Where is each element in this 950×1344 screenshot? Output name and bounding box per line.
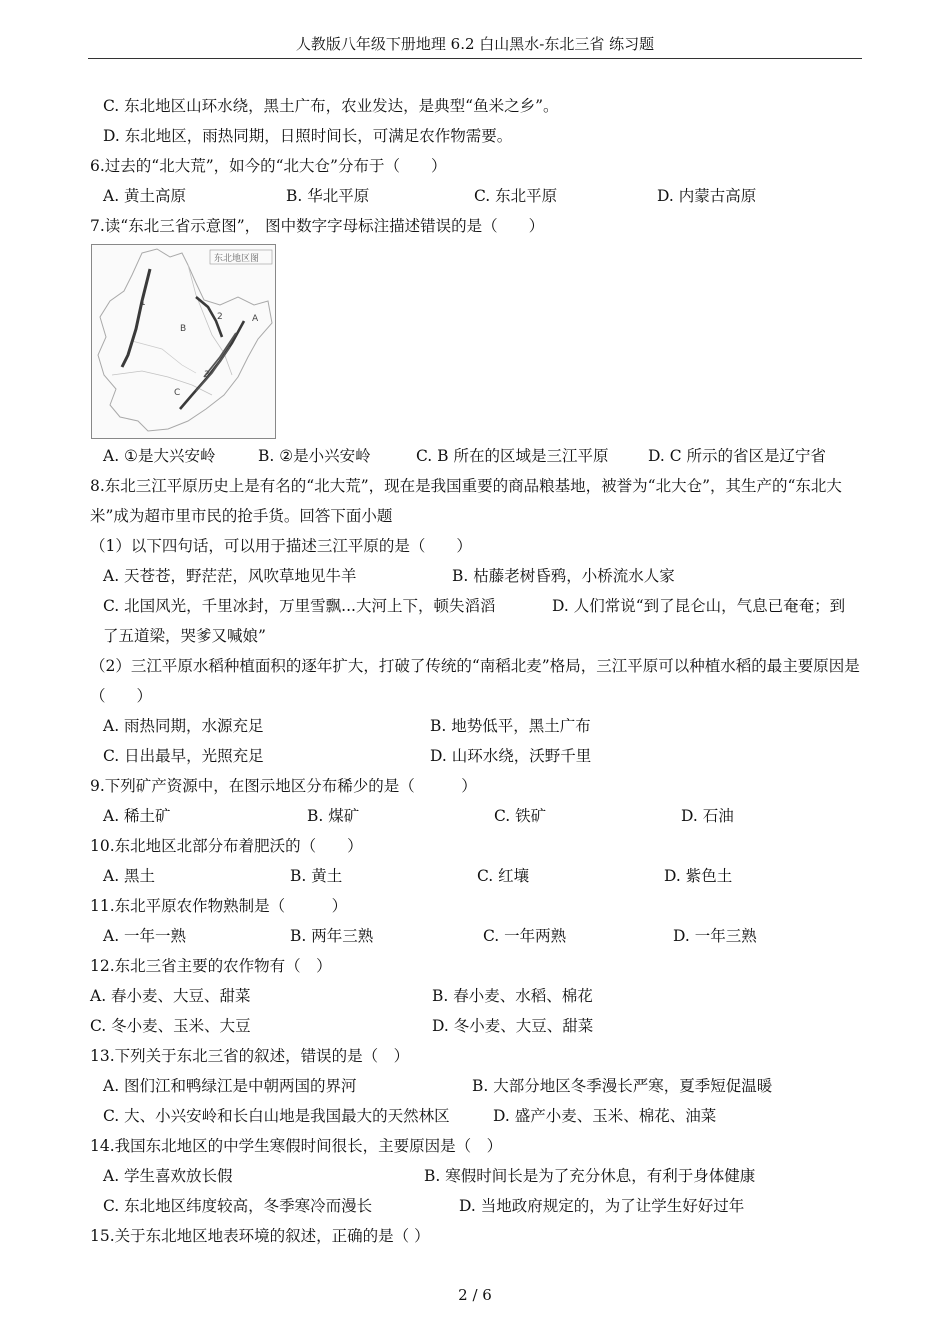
q6-option-b: B. 华北平原 — [286, 187, 370, 205]
q13-stem: 13.下列关于东北三省的叙述，错误的是（ ） — [90, 1047, 410, 1065]
q11-option-d: D. 一年三熟 — [673, 927, 757, 945]
q13-options-ab — [90, 1071, 862, 1101]
q14-option-d: D. 当地政府规定的，为了让学生好好过年 — [459, 1197, 745, 1215]
q8-sub1-options-cd — [90, 591, 862, 621]
q9-options — [90, 801, 862, 831]
q8-sub2-option-b: B. 地势低平，黑土广布 — [430, 717, 591, 735]
q9-option-a: A. 稀土矿 — [103, 807, 171, 825]
q13-option-a: A. 图们江和鸭绿江是中朝两国的界河 — [103, 1077, 357, 1095]
q10-stem: 10.东北地区北部分布着肥沃的（ ） — [90, 837, 363, 855]
page-header: 人教版八年级下册地理 6.2 白山黑水-东北三省 练习题 — [295, 35, 655, 53]
q14-option-a: A. 学生喜欢放长假 — [103, 1167, 233, 1185]
q9-option-b: B. 煤矿 — [307, 807, 360, 825]
q14-option-b: B. 寒假时间长是为了充分休息，有利于身体健康 — [424, 1167, 756, 1185]
map-label-2: 2 — [217, 312, 223, 322]
q8-stem: 8.东北三江平原历史上是有名的“北大荒”，现在是我国重要的商品粮基地，被誉为“北大仓”，其生产的“东北大米”成为超市里市民的抢手货。回答下面小题 — [90, 477, 842, 525]
map-label-b: B — [180, 324, 187, 334]
q8-sub1-option-b: B. 枯藤老树昏鸦，小桥流水人家 — [452, 567, 675, 585]
q8-sub1-option-a: A. 天苍苍，野茫茫，风吹草地见牛羊 — [103, 567, 357, 585]
page-number: 2 / 6 — [458, 1286, 492, 1304]
q8-sub2-stem: （2）三江平原水稻种植面积的逐年扩大，打破了传统的“南稻北麦”格局，三江平原可以种植水稻的最主要原因是（ ） — [90, 657, 860, 705]
q10-option-d: D. 紫色土 — [664, 867, 733, 885]
map-label-a: A — [252, 314, 259, 324]
q6-option-a: A. 黄土高原 — [103, 187, 187, 205]
q12-option-a: A. 春小麦、大豆、甜菜 — [90, 987, 251, 1005]
question-content — [90, 91, 862, 1251]
q7-option-d: D. C 所示的省区是辽宁省 — [648, 447, 827, 465]
q6-options — [90, 181, 862, 211]
map-label-c: C — [174, 388, 181, 398]
q12-option-d: D. 冬小麦、大豆、甜菜 — [432, 1017, 594, 1035]
q8-sub2-option-a: A. 雨热同期，水源充足 — [103, 717, 264, 735]
q11-options — [90, 921, 862, 951]
q8-sub2-option-d: D. 山环水绕，沃野千里 — [430, 747, 592, 765]
northeast-map-figure — [91, 244, 276, 439]
q12-option-b: B. 春小麦、水稻、棉花 — [432, 987, 593, 1005]
q13-options-cd — [90, 1101, 862, 1131]
q15-stem: 15.关于东北地区地表环境的叙述，正确的是（ ） — [90, 1227, 430, 1245]
q8-sub2-options-cd — [90, 741, 862, 771]
q11-option-c: C. 一年两熟 — [483, 927, 567, 945]
q7-options — [90, 441, 862, 471]
q10-option-b: B. 黄土 — [290, 867, 343, 885]
q7-option-a: A. ①是大兴安岭 — [103, 447, 216, 465]
map-label-3: 3 — [204, 370, 210, 380]
q9-stem: 9.下列矿产资源中，在图示地区分布稀少的是（ ） — [90, 777, 477, 795]
q11-option-a: A. 一年一熟 — [103, 927, 187, 945]
map-title-label: 东北地区图 — [214, 254, 260, 264]
q14-options-ab — [90, 1161, 862, 1191]
northeast-map-svg — [92, 245, 275, 438]
q12-options-ab — [90, 981, 862, 1011]
q6-option-d: D. 内蒙古高原 — [657, 187, 757, 205]
q14-options-cd — [90, 1191, 862, 1221]
q8-sub2-options-ab — [90, 711, 862, 741]
q7-stem: 7.读“东北三省示意图”， 图中数字字母标注描述错误的是（ ） — [90, 217, 545, 235]
q14-option-c: C. 东北地区纬度较高，冬季寒冷而漫长 — [103, 1197, 373, 1215]
q6-option-c: C. 东北平原 — [474, 187, 558, 205]
q9-option-c: C. 铁矿 — [494, 807, 547, 825]
q8-sub1-stem: （1）以下四句话，可以用于描述三江平原的是（ ） — [90, 537, 472, 555]
q13-option-b: B. 大部分地区冬季漫长严寒，夏季短促温暖 — [472, 1077, 773, 1095]
q12-options-cd — [90, 1011, 862, 1041]
q14-stem: 14.我国东北地区的中学生寒假时间很长，主要原因是（ ） — [90, 1137, 503, 1155]
q10-option-a: A. 黑土 — [103, 867, 156, 885]
q13-option-d: D. 盛产小麦、玉米、棉花、油菜 — [493, 1107, 717, 1125]
header-divider — [88, 58, 862, 59]
q10-option-c: C. 红壤 — [477, 867, 530, 885]
q11-option-b: B. 两年三熟 — [290, 927, 374, 945]
q8-sub1-options-ab — [90, 561, 862, 591]
q9-option-d: D. 石油 — [681, 807, 734, 825]
q8-sub1-option-d-cont: 了五道梁，哭爹又喊娘” — [103, 627, 266, 645]
q12-stem: 12.东北三省主要的农作物有（ ） — [90, 957, 332, 975]
q7-option-c: C. B 所在的区域是三江平原 — [416, 447, 609, 465]
q13-option-c: C. 大、小兴安岭和长白山地是我国最大的天然林区 — [103, 1107, 450, 1125]
q8-sub2-option-c: C. 日出最早，光照充足 — [103, 747, 264, 765]
q5-option-c: C. 东北地区山环水绕，黑土广布，农业发达，是典型“鱼米之乡”。 — [103, 97, 559, 115]
q6-stem: 6.过去的“北大荒”，如今的“北大仓”分布于（ ） — [90, 157, 447, 175]
map-label-1: 1 — [140, 298, 146, 308]
q8-sub1-option-d: D. 人们常说“到了昆仑山，气息已奄奄；到 — [552, 597, 846, 615]
q7-option-b: B. ②是小兴安岭 — [258, 447, 371, 465]
q11-stem: 11.东北平原农作物熟制是（ ） — [90, 897, 348, 915]
q5-option-d: D. 东北地区，雨热同期，日照时间长，可满足农作物需要。 — [103, 127, 513, 145]
q12-option-c: C. 冬小麦、玉米、大豆 — [90, 1017, 251, 1035]
q8-sub1-option-c: C. 北国风光，千里冰封，万里雪飘...大河上下，顿失滔滔 — [103, 597, 496, 615]
q10-options — [90, 861, 862, 891]
